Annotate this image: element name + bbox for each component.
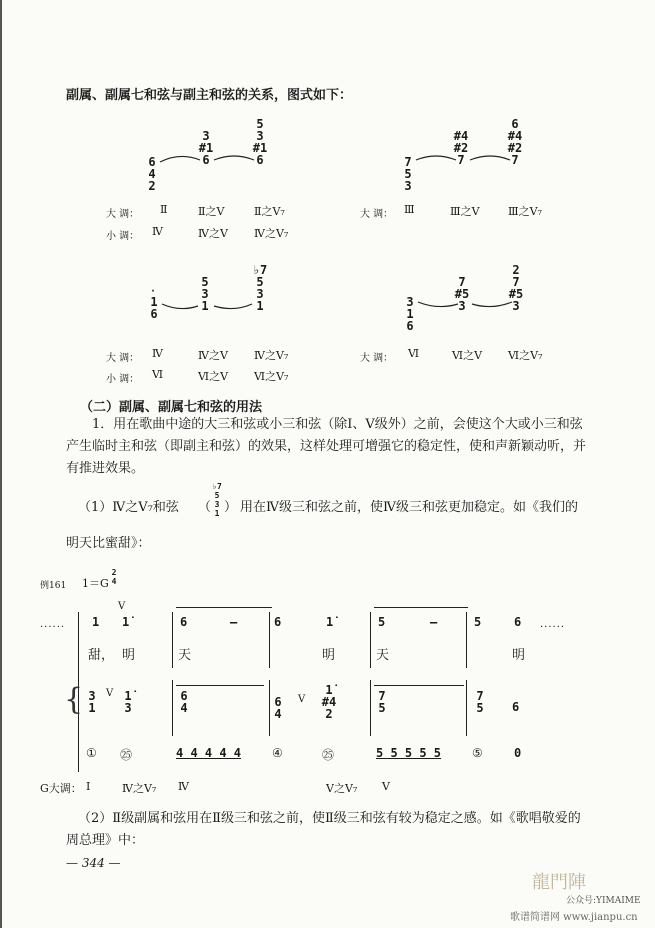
melody-note: 5 [378, 615, 386, 629]
diagram-3-key-minor: 小 调： [106, 374, 140, 385]
melody-note: 6 [180, 615, 188, 629]
example-key: 1＝G [82, 577, 109, 590]
dot-mark: · [150, 286, 157, 297]
diagram-1-col2: 3 #1 6 [198, 129, 214, 167]
harmony-label: Ⅴ之Ⅴ₇ [326, 782, 358, 795]
diagram-1-col1: 6 4 2 [148, 155, 156, 193]
diagram-1-ties [156, 150, 266, 170]
chord-label: Ⅳ之Ⅴ₇ [254, 227, 289, 240]
chord-label: Ⅲ之Ⅴ [450, 205, 480, 218]
bass-note: 4 4 4 4 4 [176, 746, 242, 760]
section-title: （二）副属、副属七和弦的用法 [80, 400, 263, 415]
diagram-2-col3: 6 #4 #2 7 [507, 117, 523, 167]
diagram-4-col3: 2 7 #5 3 [508, 263, 524, 313]
bass-note: ㉕ [322, 748, 335, 762]
barline [370, 612, 371, 668]
melody-note: 1̇ [122, 615, 130, 629]
watermark-site: 公众号:YIMAIME [566, 896, 641, 906]
lyric: 天 [178, 648, 192, 663]
diagram-1-col3: 5 3 #1 6 [252, 117, 268, 167]
chord-label: Ⅵ [152, 368, 164, 381]
chord-label: Ⅵ之Ⅴ₇ [508, 349, 543, 362]
barline [172, 612, 173, 668]
paragraph-2-tail: 明天比蜜甜》： [66, 536, 151, 551]
barline [466, 612, 467, 668]
inline-chord: ♭7 5 3 1 [212, 482, 222, 518]
page-number: — 344 — [66, 856, 121, 870]
watermark-brand: 龍門陣 [532, 872, 586, 893]
continuation-dots: ······ [40, 622, 66, 633]
diagram-2-key-major: 大 调： [360, 209, 394, 220]
barline [172, 680, 173, 736]
diagram-2-col1: 7 5 3 [404, 155, 412, 193]
diagram-2-ties [412, 150, 522, 170]
diagram-3-key-major: 大 调： [106, 353, 140, 364]
continuation-dots: ······ [540, 622, 566, 633]
diagram-1-key-minor: 小 调： [106, 231, 140, 242]
chord-label: Ⅳ [152, 347, 163, 360]
melody-dash: — [230, 615, 238, 629]
bass-note: ④ [272, 746, 283, 760]
diagram-3-col2: 5 3 1 [201, 275, 209, 313]
diagram-4-col2: 7 #5 3 [454, 275, 470, 313]
paren-close: ） [224, 500, 238, 515]
diagram-3-ties [158, 296, 268, 316]
lower-note: 6 [512, 700, 520, 714]
paren-open: （ [198, 500, 212, 515]
barline [269, 612, 270, 668]
brace: { [64, 682, 84, 717]
lower-chord: 1̇ #4 2 [321, 683, 337, 721]
chord-label: Ⅵ之Ⅴ₇ [254, 370, 289, 383]
example-label: 例161 [40, 581, 67, 591]
paragraph-3: （2）Ⅱ级副属和弦用在Ⅱ级三和弦之前，使Ⅱ级三和弦有较为稳定之感。如《歌唱敬爱的周总理》中： [66, 811, 581, 848]
paragraph-2-start: （1）Ⅳ之Ⅴ₇和弦 [78, 500, 179, 515]
melody-note: 5 [474, 615, 482, 629]
watermark-footer: 歌谱简谱网 www.jianpu.cn [510, 912, 638, 923]
paragraph-2-end: 用在Ⅳ级三和弦之前，使Ⅳ级三和弦更加稳定。如《我们的 [240, 500, 578, 515]
lower-chord: 3 1 [88, 689, 96, 715]
chord-label: Ⅵ之Ⅴ [198, 370, 229, 383]
bass-note: ㉕ [120, 748, 133, 762]
scan-edge [0, 0, 2, 928]
melody-dash: — [430, 615, 438, 629]
barline [269, 680, 270, 736]
bass-note: 0 [514, 746, 522, 760]
diagram-4-col1: 3 1 6 [406, 295, 414, 333]
bass-note: ⑤ [472, 746, 483, 760]
breath-mark: V [106, 688, 114, 699]
melody-note: 1 [92, 615, 100, 629]
lower-chord: 7 5 [378, 689, 386, 715]
bass-note: 5 5 5 5 5 [376, 746, 442, 760]
chord-label: Ⅲ之Ⅴ₇ [508, 205, 542, 218]
lyric: 甜， [88, 648, 115, 663]
harmony-key: G大调： [40, 782, 82, 795]
barline [466, 680, 467, 736]
chord-label: Ⅳ之Ⅴ₇ [254, 349, 289, 362]
diagram-3-col3: ♭7 5 3 1 [252, 263, 268, 313]
intro-text: 副属、副属七和弦与副主和弦的关系，图式如下： [66, 88, 353, 103]
breath-mark: V [298, 694, 306, 705]
melody-note: 1̇ [326, 615, 334, 629]
diagram-2-col2: #4 #2 7 [453, 129, 469, 167]
chord-label: Ⅱ之Ⅴ₇ [254, 205, 285, 218]
chord-label: Ⅳ之Ⅴ [198, 227, 228, 240]
chord-label: Ⅲ [404, 203, 415, 216]
lower-chord: 6 4 [274, 695, 282, 721]
diagram-4-key-major: 大 调： [360, 353, 394, 364]
lyric: 明 [322, 648, 336, 663]
lower-chord: 1̇ 3 [124, 689, 132, 715]
lower-chord: 6 4 [180, 689, 188, 715]
paragraph-1: 1．用在歌曲中途的大三和弦或小三和弦（除Ⅰ、Ⅴ级外）之前，会使这个大或小三和弦产生临时主和弦（即副主和弦）的效果，这样处理可增强它的稳定性，使和声新颖动听，并有推进效果。 [66, 417, 587, 476]
time-signature: 2 4 [111, 568, 117, 586]
lyric: 明 [512, 648, 526, 663]
diagram-1-key-major: 大 调： [106, 209, 140, 220]
harmony-label: Ⅰ [86, 780, 91, 793]
chord-label: Ⅵ [408, 347, 420, 360]
chord-label: Ⅱ [160, 203, 168, 216]
chord-label: Ⅳ [152, 225, 163, 238]
chord-label: Ⅱ之Ⅴ [198, 205, 225, 218]
lower-chord: 7 5 [476, 689, 484, 715]
diagram-3-col1: 1 6 [150, 295, 158, 321]
harmony-label: Ⅴ [382, 780, 390, 793]
chord-label: Ⅵ之Ⅴ [452, 349, 483, 362]
bass-note: ① [86, 746, 97, 760]
melody-note: 6 [274, 615, 282, 629]
melody-note: 6 [514, 615, 522, 629]
barline [370, 680, 371, 736]
lyric: 明 [122, 648, 136, 663]
chord-label: Ⅳ之Ⅴ [198, 349, 228, 362]
beam [176, 607, 272, 608]
beam [176, 685, 264, 686]
diagram-4-ties [414, 294, 524, 314]
harmony-label: Ⅳ之Ⅴ₇ [122, 782, 157, 795]
harmony-label: Ⅳ [178, 780, 189, 793]
breath-mark: V [118, 601, 126, 612]
lyric: 天 [376, 648, 390, 663]
beam [374, 685, 464, 686]
beam [374, 607, 468, 608]
